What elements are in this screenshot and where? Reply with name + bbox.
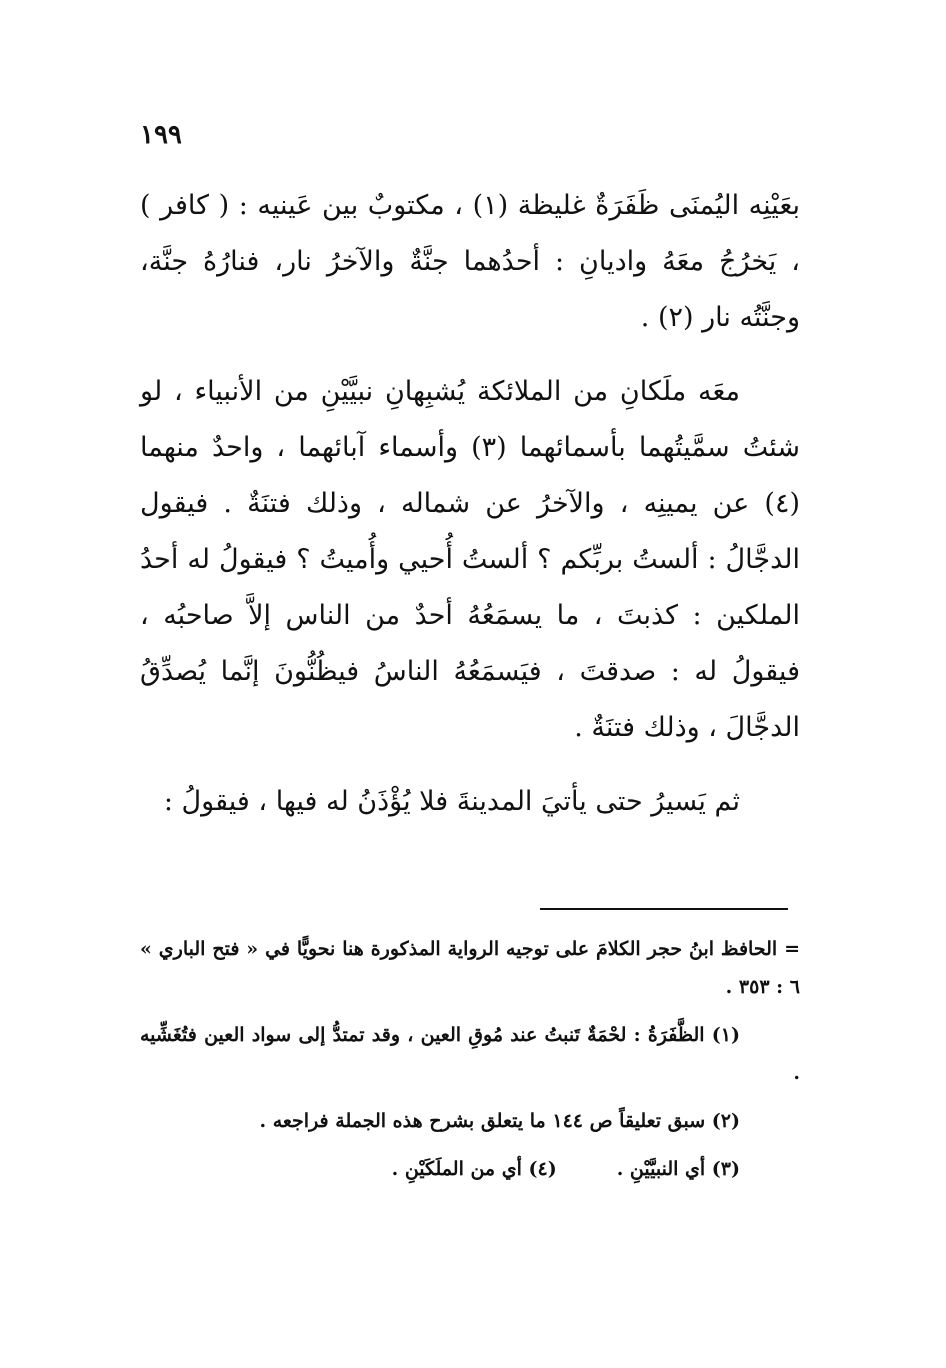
paragraph-1: بعَيْنِه اليُمنَى ظَفَرَةٌ غليظة (١) ، مكتوبٌ بين عَينيه : ( كافر ) ، يَخرُجُ معَهُ واديانِ : أحدُهما جنَّةٌ والآخرُ نار، فنارُهُ جنَّة، وجنَّتُه نار (٢) .: [140, 190, 800, 333]
footnote-separator: [540, 908, 788, 910]
main-text: [140, 178, 800, 830]
page-number: ١٩٩: [140, 120, 182, 150]
paragraph-2: معَه ملَكانِ من الملائكة يُشبِهانِ نبيَّيْنِ من الأنبياء ، لو شئتُ سمَّيتُهما بأسمائهما (٣) وأسماء آبائهما ، واحدٌ منهما (٤) عن يمينِه ، والآخرُ عن شماله ، وذلك فتنَةٌ . فيقول الدجَّالُ : ألستُ بربِّكم ؟ ألستُ أُحيي وأُميتُ ؟ فيقولُ له أحدُ الملكين : كذبتَ ، ما يسمَعُهُ أحدٌ من الناس إلاَّ صاحبُه ، فيقولُ له : صدقتَ ، فيَسمَعُهُ الناسُ فيظُنُّونَ إنَّما يُصدِّقُ الدجَّالَ ، وذلك فتنَةٌ .: [140, 376, 800, 743]
footnote-4: (٤) أي من الملَكَيْنِ .: [391, 1158, 557, 1180]
footnote-2: (٢) سبق تعليقاً ص ١٤٤ ما يتعلق بشرح هذه الجملة فراجعه .: [259, 1110, 740, 1132]
footnote-3: (٣) أي النبيَّيْنِ .: [616, 1158, 740, 1180]
paragraph-3: ثم يَسيرُ حتى يأتيَ المدينةَ فلا يُؤْذَنُ له فيها ، فيقولُ :: [163, 786, 740, 817]
footnote-1: (١) الظَّفَرَةُ : لحْمَةٌ تَنبتُ عند مُوقِ العين ، وقد تمتدُّ إلى سواد العين فتُغَشِّيه .: [140, 1024, 800, 1084]
footnotes-3-4: [140, 1150, 800, 1188]
footnote-continuation: = الحافظ ابنُ حجر الكلامَ على توجيه الرواية المذكورة هنا نحويًّا في « فتح الباري » ٦ : ٣٥٣ .: [140, 938, 800, 998]
footnotes: [140, 930, 800, 1188]
